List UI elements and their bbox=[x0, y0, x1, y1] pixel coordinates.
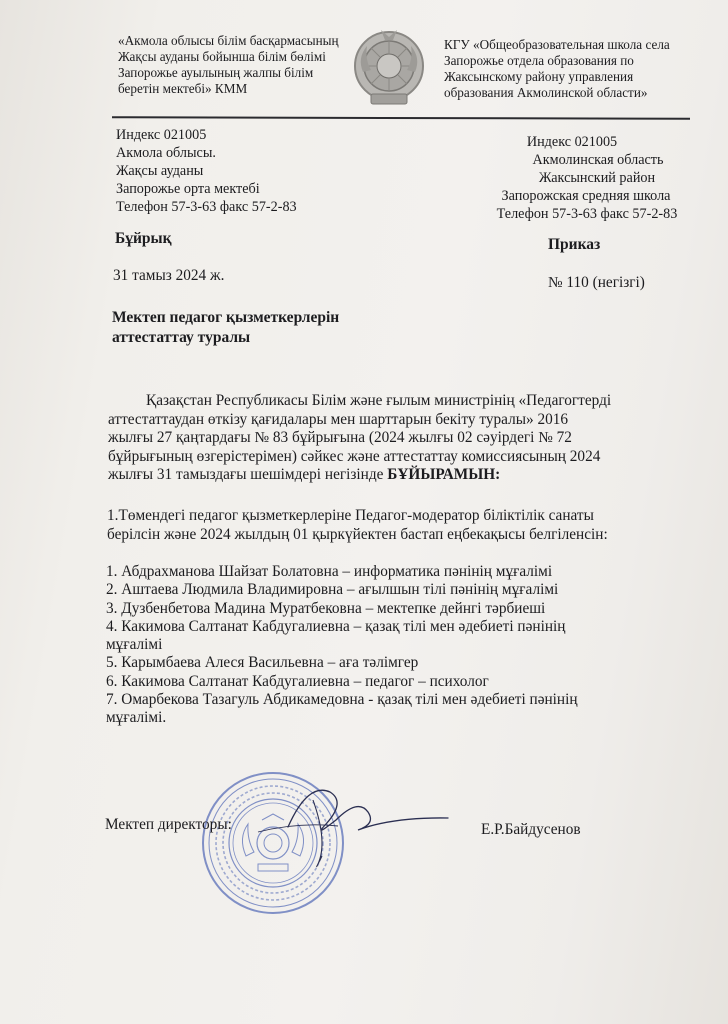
preamble-last-line: жылғы 31 тамыздағы шешімдері негізінде bbox=[108, 466, 388, 483]
order-number: № 110 (негізгі) bbox=[548, 274, 645, 291]
clause-line: 1.Төмендегі педагог қызметкерлеріне Педагог-модератор біліктілік санаты bbox=[107, 507, 594, 524]
list-item: 2. Аштаева Людмила Владимировна – ағылшын тілі пәнінің мұғалімі bbox=[106, 581, 559, 599]
header-right-line: Жаксынскому району управления bbox=[444, 69, 634, 84]
header-right-line: образования Акмолинской области» bbox=[444, 85, 648, 100]
order-title-ru: Приказ bbox=[548, 236, 601, 253]
header-left-line: Запорожье ауылының жалпы білім bbox=[118, 65, 314, 80]
order-date: 31 тамыз 2024 ж. bbox=[113, 267, 225, 284]
header-divider bbox=[112, 116, 690, 120]
address-right-line: Жаксынский район bbox=[538, 170, 656, 186]
signature-label: Мектеп директоры: bbox=[105, 816, 232, 833]
staff-list bbox=[106, 563, 578, 728]
address-left bbox=[116, 126, 297, 216]
header-left-org bbox=[118, 33, 339, 97]
address-left-line: Телефон 57-3-63 факс 57-2-83 bbox=[116, 199, 297, 215]
list-item: 3. Дузбенбетова Мадина Муратбековна – мектепке дейнгі тәрбиеші bbox=[106, 599, 546, 617]
preamble-line: аттестаттаудан өткізу қағидалары мен шарттарын бекіту туралы» 2016 bbox=[108, 410, 569, 428]
list-item: 7. Омарбекова Тазагуль Абдикамедовна - қазақ тілі мен әдебиеті пәнінің bbox=[106, 691, 578, 709]
preamble-line: бұйрығының өзгерістерімен) сәйкес және аттестаттау комиссиясының 2024 bbox=[108, 447, 601, 465]
header-right-line: КГУ «Общеобразовательная школа села bbox=[444, 37, 670, 52]
director-name: Е.Р.Байдусенов bbox=[481, 821, 581, 838]
list-item: 1. Абдрахманова Шайзат Болатовна – информатика пәнінің мұғалімі bbox=[106, 563, 553, 580]
decree-word: БҰЙЫРАМЫН: bbox=[387, 466, 501, 483]
preamble bbox=[108, 392, 611, 485]
header-right-org bbox=[444, 37, 670, 101]
address-right bbox=[480, 133, 704, 223]
header-left-line: Жақсы ауданы бойынша білім бөлімі bbox=[118, 49, 326, 64]
address-left-line: Жақсы ауданы bbox=[116, 163, 204, 179]
address-left-line: Индекс 021005 bbox=[116, 127, 207, 143]
list-item: мұғалімі. bbox=[106, 709, 167, 727]
order-subject bbox=[112, 308, 339, 348]
subject-line: аттестаттау туралы bbox=[112, 329, 251, 346]
preamble-line bbox=[108, 466, 611, 485]
signature-icon bbox=[218, 772, 458, 882]
list-item: 6. Какимова Салтанат Кабдугалиевна – педагог – психолог bbox=[106, 672, 489, 690]
list-item: 4. Какимова Салтанат Кабдугалиевна – қазақ тілі мен әдебиеті пәнінің bbox=[106, 617, 566, 635]
subject-line: Мектеп педагог қызметкерлерін bbox=[112, 309, 340, 326]
preamble-line: Қазақстан Республикасы Білім және ғылым министрінің «Педагогтерді bbox=[146, 392, 612, 409]
address-left-line: Запорожье орта мектебі bbox=[116, 181, 260, 197]
address-right-line: Акмолинская область bbox=[532, 152, 664, 168]
header-left-line: беретін мектебі» КММ bbox=[118, 81, 248, 96]
header-left-line: «Акмола облысы білім басқармасының bbox=[118, 33, 339, 48]
address-right-line: Индекс 021005 bbox=[526, 134, 618, 150]
address-left-line: Акмола облысы. bbox=[116, 145, 216, 161]
clause-line: берілсін және 2024 жылдың 01 қыркүйектен бастап еңбекақысы белгіленсін: bbox=[107, 525, 608, 543]
kazakhstan-emblem-icon bbox=[353, 28, 425, 108]
address-right-line: Запорожская средняя школа bbox=[501, 188, 671, 204]
list-item: мұғалімі bbox=[106, 636, 163, 654]
preamble-line: жылғы 27 қаңтардағы № 83 бұйрығына (2024 жылғы 02 сәуірдегі № 72 bbox=[108, 429, 572, 446]
header-right-line: Запорожье отдела образования по bbox=[444, 53, 634, 68]
address-right-line: Телефон 57-3-63 факс 57-2-83 bbox=[496, 206, 678, 222]
clause-1 bbox=[107, 507, 608, 544]
list-item: 5. Карымбаева Алеся Васильевна – аға тәлімгер bbox=[106, 654, 419, 672]
order-title-kz: Бұйрық bbox=[115, 230, 172, 247]
